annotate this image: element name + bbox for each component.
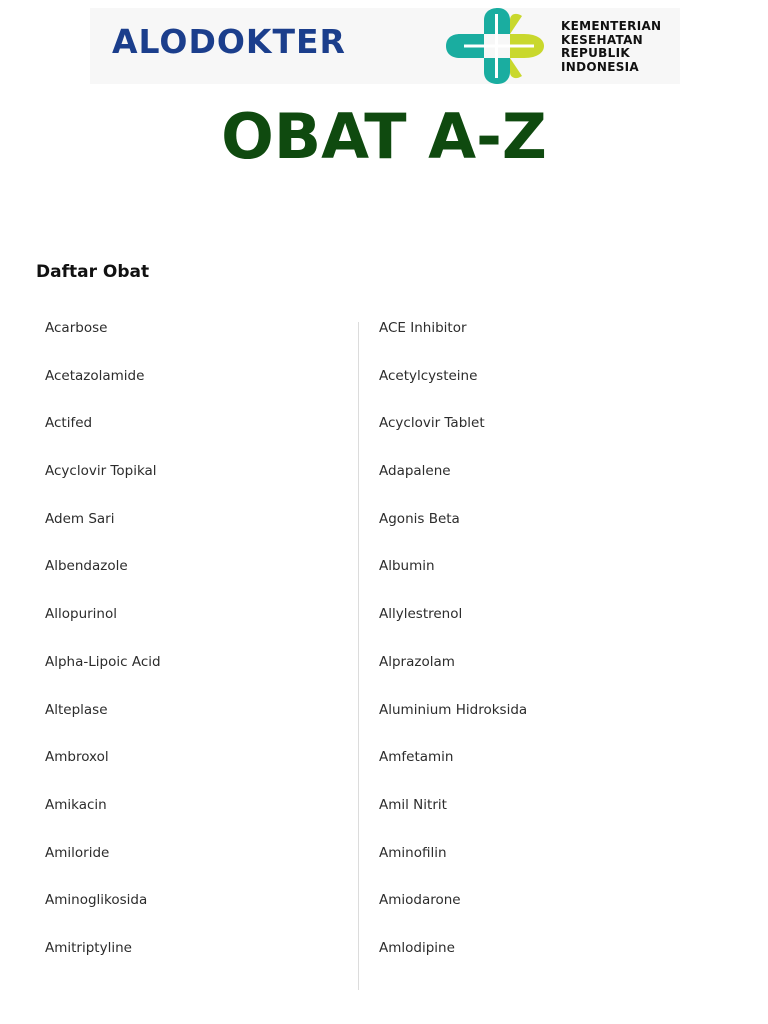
drug-link[interactable]: ACE Inhibitor — [379, 320, 467, 336]
drug-link[interactable]: Aluminium Hidroksida — [379, 701, 528, 718]
drug-link[interactable]: Aminofilin — [379, 844, 447, 861]
drug-link[interactable]: Acetazolamide — [45, 367, 145, 384]
drug-link[interactable]: Amlodipine — [379, 939, 455, 956]
drug-link[interactable]: Acarbose — [45, 320, 108, 336]
drug-link[interactable]: Acyclovir Topikal — [45, 463, 157, 480]
drug-link[interactable]: Alteplase — [45, 701, 108, 718]
drug-link[interactable]: Amitriptyline — [45, 939, 132, 956]
drug-link[interactable]: Adapalene — [379, 463, 451, 480]
alodokter-logo[interactable]: ALODOKTER — [112, 22, 346, 61]
drug-link[interactable]: Actifed — [45, 415, 93, 432]
drug-link[interactable]: Alprazolam — [379, 653, 455, 670]
kemenkes-logo-icon — [444, 8, 548, 84]
drug-link[interactable]: Allylestrenol — [379, 606, 463, 623]
ministry-line: INDONESIA — [561, 59, 640, 74]
drug-link[interactable]: Albumin — [379, 558, 435, 575]
drug-link[interactable]: Amiodarone — [379, 892, 461, 909]
drug-link[interactable]: Acyclovir Tablet — [379, 415, 485, 432]
drug-link[interactable]: Aminoglikosida — [45, 892, 148, 909]
drug-link[interactable]: Adem Sari — [45, 510, 115, 527]
drug-link[interactable]: Amiloride — [45, 844, 110, 861]
drug-link[interactable]: Amfetamin — [379, 749, 454, 766]
drug-list-right — [379, 318, 527, 986]
drug-list-left — [45, 318, 161, 986]
page-title: OBAT A-Z — [221, 100, 547, 173]
drug-link[interactable]: Allopurinol — [45, 606, 117, 623]
drug-link[interactable]: Amikacin — [45, 796, 107, 813]
drug-link[interactable]: Albendazole — [45, 558, 128, 575]
drug-link[interactable]: Acetylcysteine — [379, 367, 478, 384]
drug-link[interactable]: Alpha-Lipoic Acid — [45, 653, 161, 670]
column-divider — [358, 322, 359, 990]
drug-link[interactable]: Ambroxol — [45, 749, 109, 766]
ministry-line: KEMENTERIAN — [561, 19, 662, 33]
drug-link[interactable]: Agonis Beta — [379, 510, 460, 527]
ministry-line: REPUBLIK — [561, 46, 630, 60]
ministry-name — [561, 20, 661, 74]
drug-link[interactable]: Amil Nitrit — [379, 796, 447, 813]
ministry-line: KESEHATAN — [561, 32, 644, 47]
section-heading: Daftar Obat — [36, 262, 150, 282]
